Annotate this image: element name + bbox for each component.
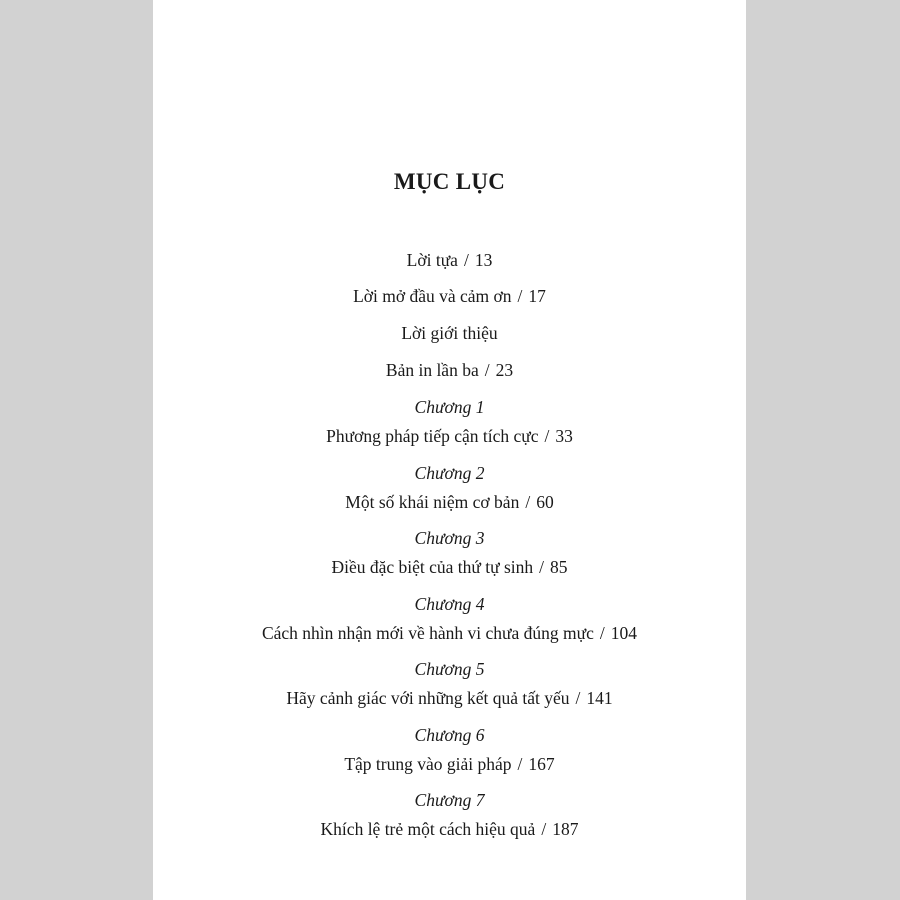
toc-entry-title: Tập trung vào giải pháp xyxy=(344,753,512,774)
toc-entry xyxy=(153,284,746,308)
toc-entry-title: Điều đặc biệt của thứ tự sinh xyxy=(331,557,534,577)
toc-page-number: 141 xyxy=(586,688,613,708)
chapter-label xyxy=(153,723,746,747)
toc-page-number: 85 xyxy=(550,557,568,577)
chapter-label xyxy=(153,395,746,419)
toc-entry xyxy=(153,555,746,579)
toc-page-number: 13 xyxy=(474,250,493,270)
toc-entry xyxy=(153,358,746,382)
toc-entry-title: Cách nhìn nhận mới về hành vi chưa đúng mực xyxy=(261,622,594,643)
toc-entry xyxy=(153,621,746,645)
toc-page-number: 104 xyxy=(610,622,638,643)
chapter-label xyxy=(153,657,746,681)
toc-page-number: 167 xyxy=(528,753,555,774)
page-title: MỤC LỤC xyxy=(393,169,506,194)
toc-separator: / xyxy=(517,753,523,774)
toc-page-number: 60 xyxy=(536,491,554,512)
toc-separator: / xyxy=(599,622,605,643)
toc-page-number: 33 xyxy=(555,426,573,446)
toc-separator: / xyxy=(541,819,547,839)
toc-separator: / xyxy=(539,557,545,577)
chapter-label-text: Chương 1 xyxy=(414,397,485,417)
chapter-label-text: Chương 7 xyxy=(414,790,485,810)
toc-separator: / xyxy=(525,491,531,512)
chapter-label xyxy=(153,788,746,812)
chapter-label xyxy=(153,592,746,616)
toc-separator: / xyxy=(484,360,490,380)
toc-entry xyxy=(153,490,746,514)
toc-page-number: 187 xyxy=(552,819,579,839)
chapter-label-text: Chương 6 xyxy=(414,724,485,745)
chapter-label-text: Chương 2 xyxy=(414,462,485,483)
toc-separator: / xyxy=(575,688,581,708)
chapter-label-text: Chương 3 xyxy=(414,528,485,548)
toc-entry-title: Lời mở đầu và cảm ơn xyxy=(353,286,512,306)
toc-entry-title: Một số khái niệm cơ bản xyxy=(345,491,520,512)
chapter-label-text: Chương 4 xyxy=(414,593,485,614)
toc-separator: / xyxy=(544,426,550,446)
toc-entry xyxy=(153,752,746,776)
toc-entry xyxy=(153,424,746,448)
toc-page-number: 23 xyxy=(495,360,514,380)
left-margin xyxy=(0,0,153,900)
toc-separator: / xyxy=(517,286,523,306)
chapter-label xyxy=(153,461,746,485)
toc-entry-title: Khích lệ trẻ một cách hiệu quả xyxy=(320,819,536,839)
chapter-label xyxy=(153,526,746,550)
toc-separator: / xyxy=(463,250,469,270)
right-margin xyxy=(746,0,900,900)
chapter-label-text: Chương 5 xyxy=(414,659,485,679)
toc-entry-title: Lời giới thiệu xyxy=(401,323,498,343)
toc-entry-title: Lời tựa xyxy=(406,250,458,270)
toc-entry-title: Phương pháp tiếp cận tích cực xyxy=(326,426,539,446)
book-page xyxy=(153,0,746,900)
toc-entry xyxy=(153,686,746,710)
toc-page-number: 17 xyxy=(528,286,546,306)
toc-entry-title: Bản in lần ba xyxy=(385,360,479,380)
toc-entry xyxy=(153,248,746,272)
toc-entry-title: Hãy cảnh giác với những kết quả tất yếu xyxy=(286,688,570,708)
toc-entry xyxy=(153,321,746,345)
toc-entry xyxy=(153,817,746,841)
